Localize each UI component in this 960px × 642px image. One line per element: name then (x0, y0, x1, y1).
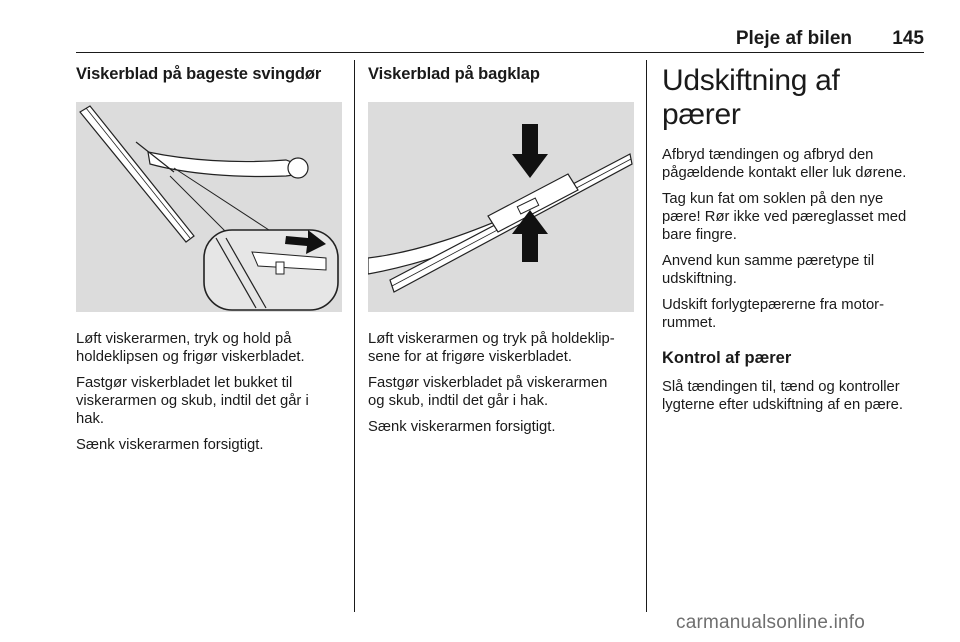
rear-door-wiper-illustration (76, 102, 342, 312)
column-divider (646, 60, 647, 612)
paragraph: Løft viskerarmen, tryk og hold på holdeklipsen og frigør viskerbladet. (76, 331, 305, 365)
paragraph: Fastgør viskerbladet let bukket til viskerarmen og skub, indtil det går i hak. (76, 375, 309, 427)
header-rule (76, 52, 924, 53)
column-divider (354, 60, 355, 612)
column-tailgate-wiper (368, 64, 634, 444)
watermark: carmanualsonline.info (676, 612, 866, 633)
page-number: 145 (892, 28, 924, 49)
column-rear-door-wiper (76, 64, 342, 462)
paragraph: Slå tændingen til, tænd og kontroller lygterne efter udskiftning af en pære. (662, 379, 903, 413)
paragraph: Tag kun fat om soklen på den nye pære! Rør ikke ved pæreglasset med bare fingre. (662, 191, 907, 243)
header-title: Pleje af bilen (735, 28, 852, 49)
paragraph: Sænk viskerarmen forsigtigt. (76, 437, 264, 453)
paragraph: Løft viskerarmen og tryk på holdeklip- sene for at frigøre viskerbladet. (368, 331, 615, 365)
paragraph: Sænk viskerarmen forsigtigt. (368, 419, 556, 435)
paragraph: Anvend kun samme pæretype til udskiftning. (662, 253, 875, 287)
section-heading: Viskerblad på bageste svingdør (76, 65, 322, 83)
paragraph: Fastgør viskerbladet på viskerarmen og skub, indtil det går i hak. (368, 375, 608, 409)
tailgate-wiper-illustration (368, 102, 634, 312)
chapter-heading: Udskiftning af pærer (662, 64, 840, 131)
page-header (76, 24, 924, 52)
paragraph: Afbryd tændingen og afbryd den pågældende kontakt eller luk dørene. (662, 147, 907, 181)
section-heading: Viskerblad på bagklap (368, 65, 540, 83)
subsection-heading: Kontrol af pærer (662, 349, 792, 367)
column-bulb-replacement (662, 64, 924, 422)
paragraph: Udskift forlygtepærerne fra motor- rummet. (662, 297, 885, 331)
